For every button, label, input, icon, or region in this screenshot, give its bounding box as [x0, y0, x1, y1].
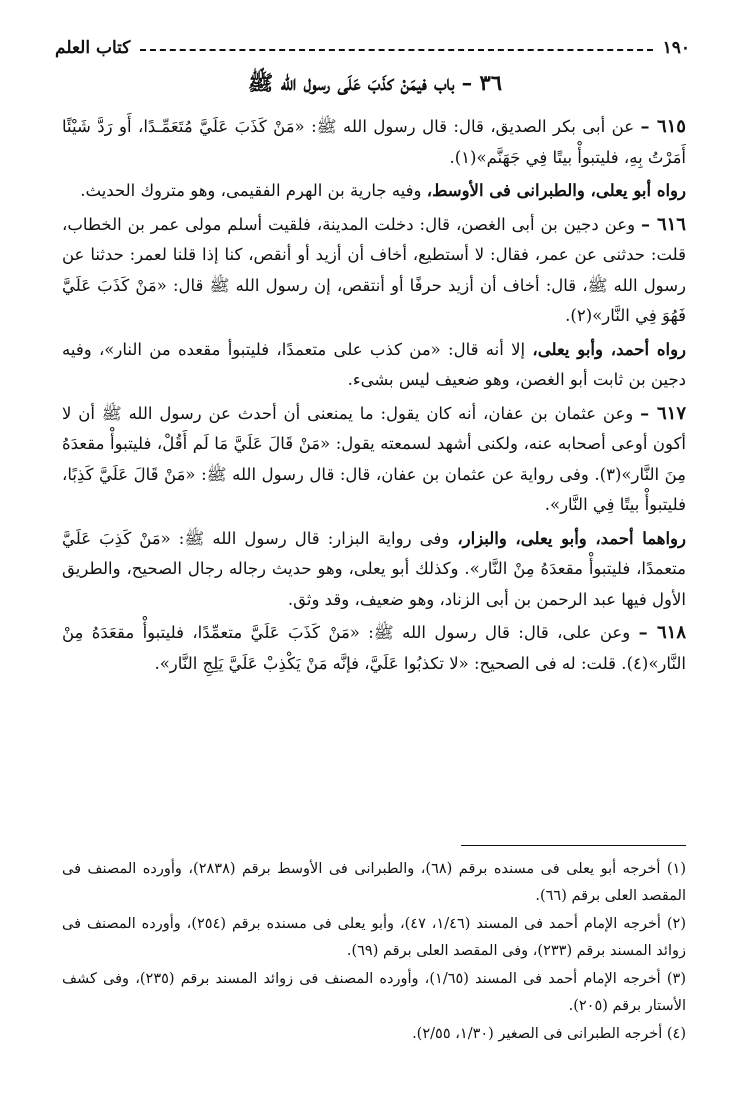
- narration-note: [62, 335, 686, 396]
- narration-comment: وفيه جارية بن الهرم الفقيمى، وهو متروك الحديث.: [80, 181, 422, 200]
- hadith-number: ٦١٦ –: [641, 213, 686, 235]
- main-text: [62, 112, 686, 682]
- paragraph-text: وعن دجين بن أبى الغصن، قال: دخلت المدينة، فلقيت أسلم مولى عمر بن الخطاب، قلت: حدثنى عن عمر، فقال: لا أستطيع، أخاف أن أزيد أو أنقص، كنا إذا قلنا لعمر: حدثنا عن رسول الله ﷺ، قال: أخاف أن أزيد حرفًا أو أنتقص، إن رسول الله ﷺ قال:: [62, 214, 687, 295]
- paragraph-intro: عن أبى بكر الصديق، قال: قال رسول الله ﷺ:: [311, 117, 635, 136]
- narrators: رواه أبو يعلى، والطبرانى فى الأوسط،: [426, 181, 686, 200]
- hadith-number: ٦١٨ –: [638, 622, 687, 643]
- hadith-number: ٦١٧ –: [640, 402, 687, 424]
- narrators: رواه أحمد، وأبو يعلى،: [532, 339, 687, 359]
- footnote-marker: (٢): [570, 306, 593, 325]
- hadith-paragraph-617: [62, 399, 686, 521]
- paragraph-text-continued: . قلت: له فى الصحيح: «لا تكذبُوا عَلَيَّ، فإنَّه مَنْ يَكْذِبْ عَلَيَّ يَلِجِ النَّار»: [159, 653, 627, 673]
- narrators: رواهما أحمد، وأبو يعلى، والبزار،: [457, 528, 686, 548]
- running-header: [55, 38, 690, 58]
- paragraph-text-continued: . وفى رواية عن عثمان بن عفان، قال: قال رسول الله ﷺ:: [201, 464, 600, 484]
- footnote-marker: (٣): [599, 464, 622, 484]
- footnote-3: (٣) أخرجه الإمام أحمد فى المسند (١/٦٥)، وأورده المصنف فى زوائد المسند برقم (٢٣٥)، وفى كشف الأستار برقم (٢٠٥).: [62, 971, 687, 1014]
- footnotes: [62, 856, 686, 1049]
- page-number: ١٩٠: [662, 38, 690, 58]
- hadith-quote: «مَنْ كَذَبَ عَلَيَّ فَهُوَ فِي النَّار»: [62, 275, 686, 325]
- narration-comment: وفى رواية البزار: قال رسول الله ﷺ: «مَنْ كَذِبَ عَلَيَّ متعمدًا، فليتبوأْ مقعدَهُ مِنْ النَّار». وكذلك أبو يعلى، وهو حديث رجاله رجال الصحيح، والطريق الأول فيها عبد الرحمن بن أبى الزناد، وهو ضعيف، وقد وثق.: [62, 528, 686, 609]
- paragraph-end: .: [154, 653, 160, 673]
- hadith-paragraph-615: [62, 112, 686, 173]
- hadith-paragraph-616: [62, 210, 686, 332]
- paragraph-end: .: [449, 147, 455, 167]
- footnote-4: (٤) أخرجه الطبرانى فى الصغير (١/٣٠، ٢/٥٥).: [412, 1026, 686, 1042]
- book-title: كتاب العلم: [55, 38, 131, 58]
- narration-note: [62, 524, 686, 616]
- footnote-divider: [461, 845, 686, 846]
- hadith-paragraph-618: [62, 618, 686, 679]
- paragraph-end: .: [544, 495, 550, 514]
- paragraph-end: .: [565, 306, 571, 325]
- footnote-2: (٢) أخرجه الإمام أحمد فى المسند (١/٤٦، ٤٧)، وأبو يعلى فى مسنده برقم (٢٥٤)، وأورده المصنف فى زوائد المسند برقم (٢٣٣)، وفى المقصد العلى برقم (٦٩).: [62, 916, 686, 959]
- hadith-quote: «مَنْ كَذَبَ عَلَيَّ مُتَعَمِّـدًا، أَو رَدَّ شَيْئًا أَمَرْتُ بِهِ، فليتبوأْ بيتًا فِي جَهَنَّم»: [62, 117, 686, 167]
- narration-comment: إلا أنه قال: «من كذب على متعمدًا، فليتبوأ مقعده من النار»، وفيه دجين بن ثابت أبو الغصن، وهو ضعيف ليس بشىء.: [62, 339, 686, 389]
- hadith-quote-second: «مَنْ قَالَ عَلَيَّ كَذِبًا، فليتبوأْ بيتًا فِي النَّار»: [62, 464, 686, 514]
- narration-note: [62, 176, 686, 207]
- footnote-marker: (١): [454, 147, 477, 167]
- paragraph-intro: وعن على، قال: قال رسول الله ﷺ:: [368, 623, 631, 642]
- chapter-title: ٣٦ – باب فيمَنْ كذَبَ عَلَى رسول الله ﷺ: [247, 70, 503, 95]
- footnote-1: (١) أخرجه أبو يعلى فى مسنده برقم (٦٨)، والطبرانى فى الأوسط برقم (٢٨٣٨)، وأورده المصنف فى المقصد العلى برقم (٦٦).: [62, 861, 686, 904]
- hadith-number: ٦١٥ –: [640, 116, 686, 137]
- hadith-quote: «مَنْ قَالَ عَلَيَّ مَا لَم أَقُلْ، فليتبوأْ مقعدَهُ مِنَ النَّار»: [62, 434, 687, 484]
- footnote-marker: (٤): [626, 653, 649, 673]
- paragraph-text: وعن عثمان بن عفان، أنه كان يقول: ما يمنعنى أن أحدث عن رسول الله ﷺ أن لا أكون أوعى أصحابه عنه، ولكنى أشهد لسمعته يقول:: [62, 403, 687, 453]
- header-rule: [140, 49, 652, 51]
- hadith-quote: «مَنْ كَذَبَ عَلَيَّ متعمِّدًا، فليتبوأْ مقعَدَهُ مِنْ النَّار»: [62, 623, 686, 673]
